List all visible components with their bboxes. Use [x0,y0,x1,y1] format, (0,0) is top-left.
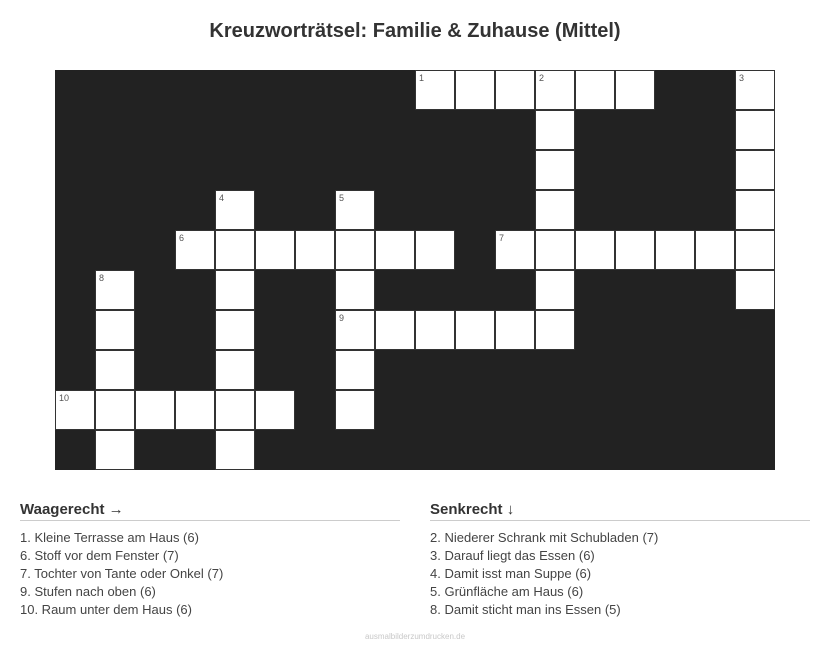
grid-cell[interactable] [575,230,615,270]
grid-cell[interactable] [215,230,255,270]
grid-cell[interactable] [575,70,615,110]
grid-cell[interactable] [735,230,775,270]
clue-number: 4 [219,193,225,203]
grid-cell[interactable] [415,70,455,110]
grid-cell[interactable] [495,70,535,110]
grid-cell[interactable] [615,230,655,270]
clue-across-7: 7. Tochter von Tante oder Onkel (7) [20,566,224,581]
clue-across-6: 6. Stoff vor dem Fenster (7) [20,548,179,563]
clue-number: 8 [99,273,105,283]
grid-cell[interactable] [535,150,575,190]
grid-cell[interactable] [415,230,455,270]
grid-cell[interactable] [335,310,375,350]
clue-across-10: 10. Raum unter dem Haus (6) [20,602,192,617]
grid-cell[interactable] [175,230,215,270]
grid-cell[interactable] [215,310,255,350]
clue-across-9: 9. Stufen nach oben (6) [20,584,156,599]
grid-cell[interactable] [295,230,335,270]
clue-down-5: 5. Grünfläche am Haus (6) [430,584,584,599]
grid-cell[interactable] [335,190,375,230]
grid-cell[interactable] [535,230,575,270]
arrow-right-icon: → [108,501,124,518]
grid-cell[interactable] [695,230,735,270]
down-heading [430,500,810,521]
clue-number: 7 [499,233,505,243]
grid-cell[interactable] [535,110,575,150]
clue-down-3: 3. Darauf liegt das Essen (6) [430,548,595,563]
down-heading-label: Senkrecht [430,501,503,518]
grid-cell[interactable] [175,390,215,430]
grid-cell[interactable] [95,390,135,430]
clue-number: 1 [419,73,425,83]
grid-cell[interactable] [215,390,255,430]
grid-cell[interactable] [735,270,775,310]
grid-cell[interactable] [495,230,535,270]
clue-down-2: 2. Niederer Schrank mit Schubladen (7) [430,530,659,545]
grid-cell[interactable] [735,190,775,230]
clue-number: 5 [339,193,345,203]
clue-number: 2 [539,73,545,83]
grid-cell[interactable] [535,190,575,230]
grid-cell[interactable] [215,270,255,310]
grid-cell[interactable] [535,270,575,310]
grid-cell[interactable] [95,270,135,310]
grid-cell[interactable] [735,110,775,150]
across-heading-label: Waagerecht [20,501,105,518]
clue-down-8: 8. Damit sticht man ins Essen (5) [430,602,621,617]
clue-number: 3 [739,73,745,83]
grid-cell[interactable] [735,150,775,190]
grid-cell[interactable] [375,310,415,350]
puzzle-title: Kreuzworträtsel: Familie & Zuhause (Mittel) [209,20,621,42]
credit-text: ausmalbilderzumdrucken.de [364,632,466,641]
clue-down-4: 4. Damit isst man Suppe (6) [430,566,592,581]
grid-cell[interactable] [215,430,255,470]
grid-cell[interactable] [55,390,95,430]
down-clues [430,500,810,619]
grid-cell[interactable] [335,270,375,310]
grid-cell[interactable] [95,430,135,470]
grid-cell[interactable] [135,390,175,430]
grid-cell[interactable] [615,70,655,110]
grid-cell[interactable] [655,230,695,270]
clue-across-1: 1. Kleine Terrasse am Haus (6) [20,530,199,545]
grid-cell[interactable] [455,310,495,350]
grid-cell[interactable] [215,190,255,230]
clue-number: 10 [59,393,70,403]
grid-cell[interactable] [255,230,295,270]
grid-cell[interactable] [215,350,255,390]
grid-cell[interactable] [495,310,535,350]
grid-cell[interactable] [455,70,495,110]
grid-cell[interactable] [535,70,575,110]
grid-cell[interactable] [335,230,375,270]
clue-number: 9 [339,313,345,323]
arrow-down-icon: ↓ [506,501,515,518]
grid-cell[interactable] [415,310,455,350]
across-clues [20,500,400,619]
grid-cell[interactable] [95,350,135,390]
grid-cell[interactable] [95,310,135,350]
grid-cell[interactable] [335,350,375,390]
grid-cell[interactable] [335,390,375,430]
grid-cell[interactable] [375,230,415,270]
across-heading [20,500,400,521]
grid-cell[interactable] [735,70,775,110]
crossword-grid [55,70,775,470]
clue-number: 6 [179,233,185,243]
grid-cell[interactable] [535,310,575,350]
grid-cell[interactable] [255,390,295,430]
